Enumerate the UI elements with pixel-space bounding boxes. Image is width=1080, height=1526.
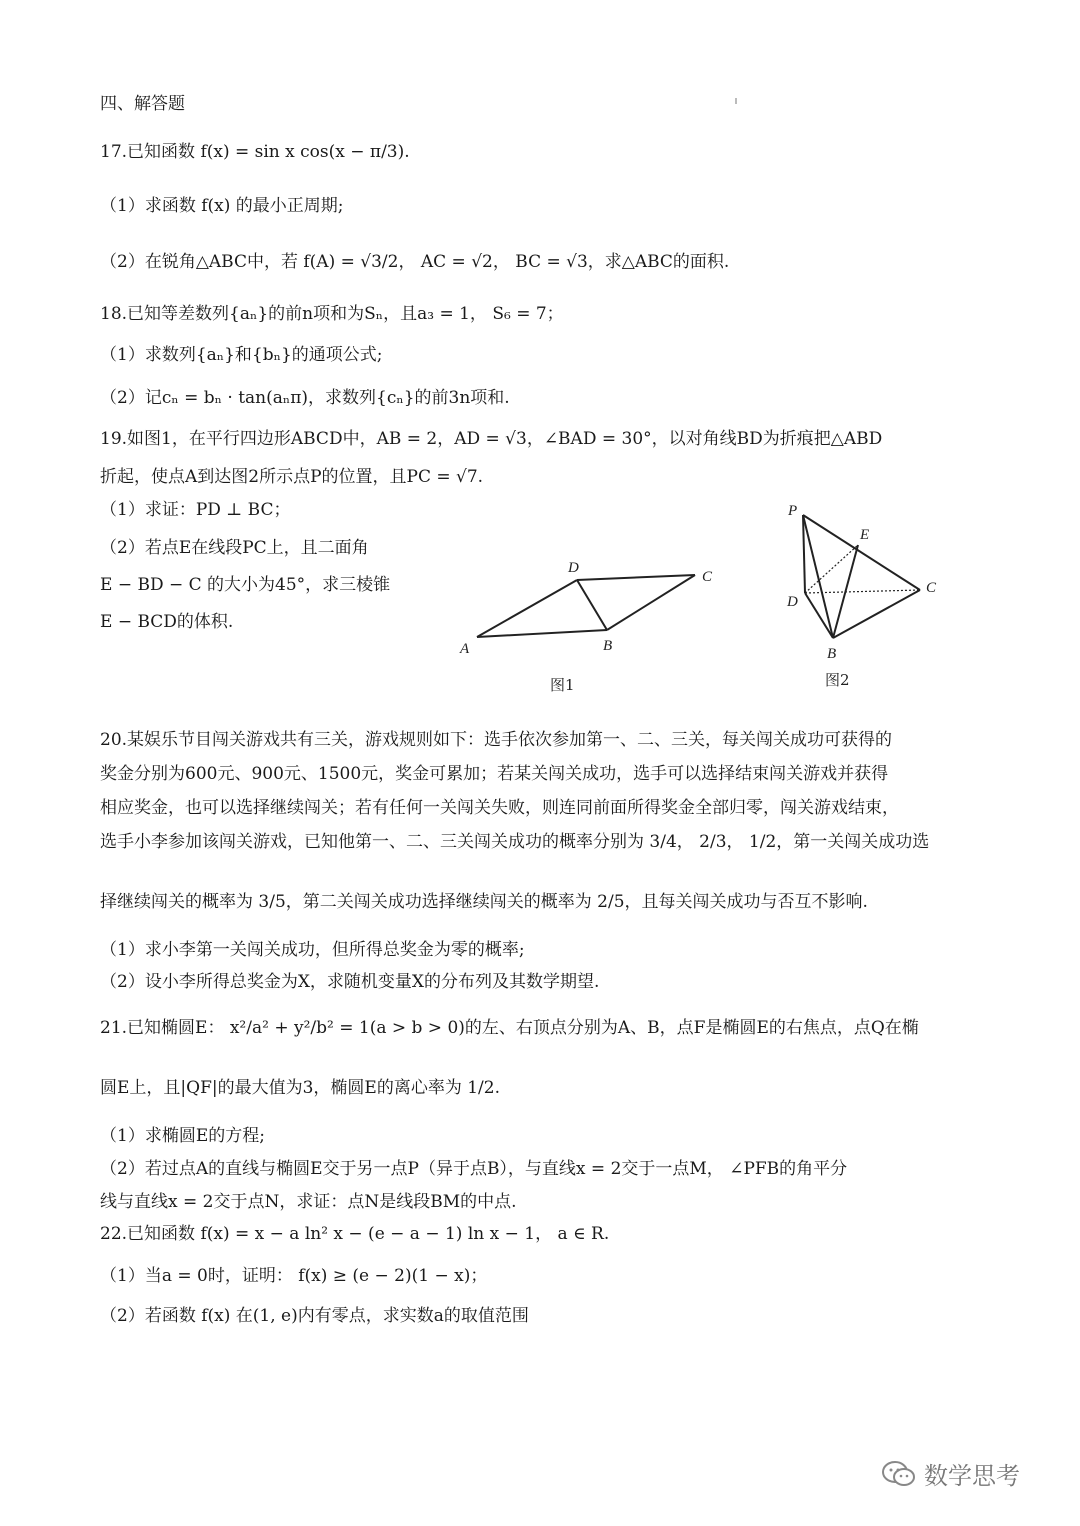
q17-stem: 17.已知函数 f(x) = sin x cos(x − π/3).	[100, 142, 410, 162]
speck	[735, 98, 737, 104]
fig2-edge-pb	[803, 515, 833, 638]
fig2-caption: 图2	[825, 671, 850, 689]
q21-line2: 圆E上，且|QF|的最大值为3，椭圆E的离心率为 1/2.	[100, 1078, 500, 1098]
figure-1-parallelogram	[450, 550, 740, 700]
section-title: 四、解答题	[100, 94, 185, 114]
watermark	[880, 1456, 1020, 1491]
fig1-caption: 图1	[550, 676, 575, 694]
q19-part2-line3: E − BCD的体积.	[100, 612, 234, 632]
q18-stem: 18.已知等差数列{aₙ}的前n项和为Sₙ，且a₃ = 1， S₆ = 7；	[100, 304, 564, 324]
q20-part1: （1）求小李第一关闯关成功，但所得总奖金为零的概率;	[100, 940, 525, 960]
fig2-edge-db	[805, 593, 833, 638]
q20-line2: 奖金分别为600元、900元、1500元，奖金可累加；若某关闯关成功，选手可以选择结束闯关游戏并获得	[100, 764, 889, 784]
fig1-label-d: D	[568, 560, 579, 576]
q21-part2-line2: 线与直线x = 2交于点N，求证：点N是线段BM的中点.	[100, 1192, 517, 1212]
fig1-label-b: B	[603, 638, 613, 654]
fig2-edge-bc	[833, 590, 920, 638]
fig2-label-b: B	[827, 646, 837, 662]
q19-part2-line1: （2）若点E在线段PC上，且二面角	[100, 538, 369, 558]
q17-part1: （1）求函数 f(x) 的最小正周期;	[100, 196, 344, 216]
q21-part2-line1: （2）若过点A的直线与椭圆E交于另一点P（异于点B），与直线x = 2交于一点M， ∠PFB的角平分	[100, 1159, 848, 1179]
q22-part2: （2）若函数 f(x) 在(1, e)内有零点，求实数a的取值范围	[100, 1306, 529, 1326]
fig2-edge-pd	[803, 515, 805, 593]
fig1-edge-da	[477, 580, 577, 637]
fig2-label-e: E	[860, 527, 870, 543]
q18-part1: （1）求数列{aₙ}和{bₙ}的通项公式;	[100, 345, 383, 365]
fig1-edge-ab	[477, 630, 607, 637]
q20-line1: 20.某娱乐节目闯关游戏共有三关，游戏规则如下：选手依次参加第一、二、三关，每关闯关成功可获得的	[100, 730, 893, 750]
q19-stem-line1: 19.如图1，在平行四边形ABCD中，AB = 2，AD = √3，∠BAD = 30°，以对角线BD为折痕把△ABD	[100, 429, 883, 449]
q19-part2-line2: E − BD − C 的大小为45°，求三棱锥	[100, 575, 391, 595]
q18-part2: （2）记cₙ = bₙ · tan(aₙπ)，求数列{cₙ}的前3n项和.	[100, 388, 510, 408]
q19-stem-line2: 折起，使点A到达图2所示点P的位置，且PC = √7.	[100, 467, 484, 487]
figure-2-pyramid	[780, 495, 950, 695]
q20-line4: 选手小李参加该闯关游戏，已知他第一、二、三关闯关成功的概率分别为 3/4， 2/3， 1/2，第一关闯关成功选	[100, 832, 930, 852]
q21-line1: 21.已知椭圆E： x²/a² + y²/b² = 1(a > b > 0)的左、右顶点分别为A、B，点F是椭圆E的右焦点，点Q在椭	[100, 1018, 919, 1038]
fig1-edge-bc	[607, 575, 695, 630]
q20-line5: 择继续闯关的概率为 3/5，第二关闯关成功选择继续闯关的概率为 2/5，且每关闯关成功与否互不影响.	[100, 892, 868, 912]
q21-part1: （1）求椭圆E的方程;	[100, 1126, 265, 1146]
q22-stem: 22.已知函数 f(x) = x − a ln² x − (e − a − 1) ln x − 1， a ∈ R.	[100, 1224, 610, 1244]
watermark-text: 数学思考	[924, 1462, 1020, 1490]
fig2-label-p: P	[788, 503, 798, 519]
q20-line3: 相应奖金，也可以选择继续闯关；若有任何一关闯关失败，则连同前面所得奖金全部归零，闯关游戏结束，	[100, 798, 899, 818]
q19-part1: （1）求证：PD ⊥ BC；	[100, 500, 291, 520]
fig1-edge-cd	[577, 575, 695, 580]
q20-part2: （2）设小李所得总奖金为X，求随机变量X的分布列及其数学期望.	[100, 972, 600, 992]
wechat-icon	[880, 1459, 918, 1489]
fig1-label-c: C	[702, 569, 713, 585]
fig1-diagonal-bd	[577, 580, 607, 630]
fig1-label-a: A	[460, 641, 470, 657]
q22-part1: （1）当a = 0时，证明： f(x) ≥ (e − 2)(1 − x)；	[100, 1266, 488, 1286]
fig2-label-c: C	[926, 580, 937, 596]
q17-part2: （2）在锐角△ABC中，若 f(A) = √3/2， AC = √2， BC = √3，求△ABC的面积.	[100, 252, 730, 272]
fig2-label-d: D	[787, 594, 798, 610]
